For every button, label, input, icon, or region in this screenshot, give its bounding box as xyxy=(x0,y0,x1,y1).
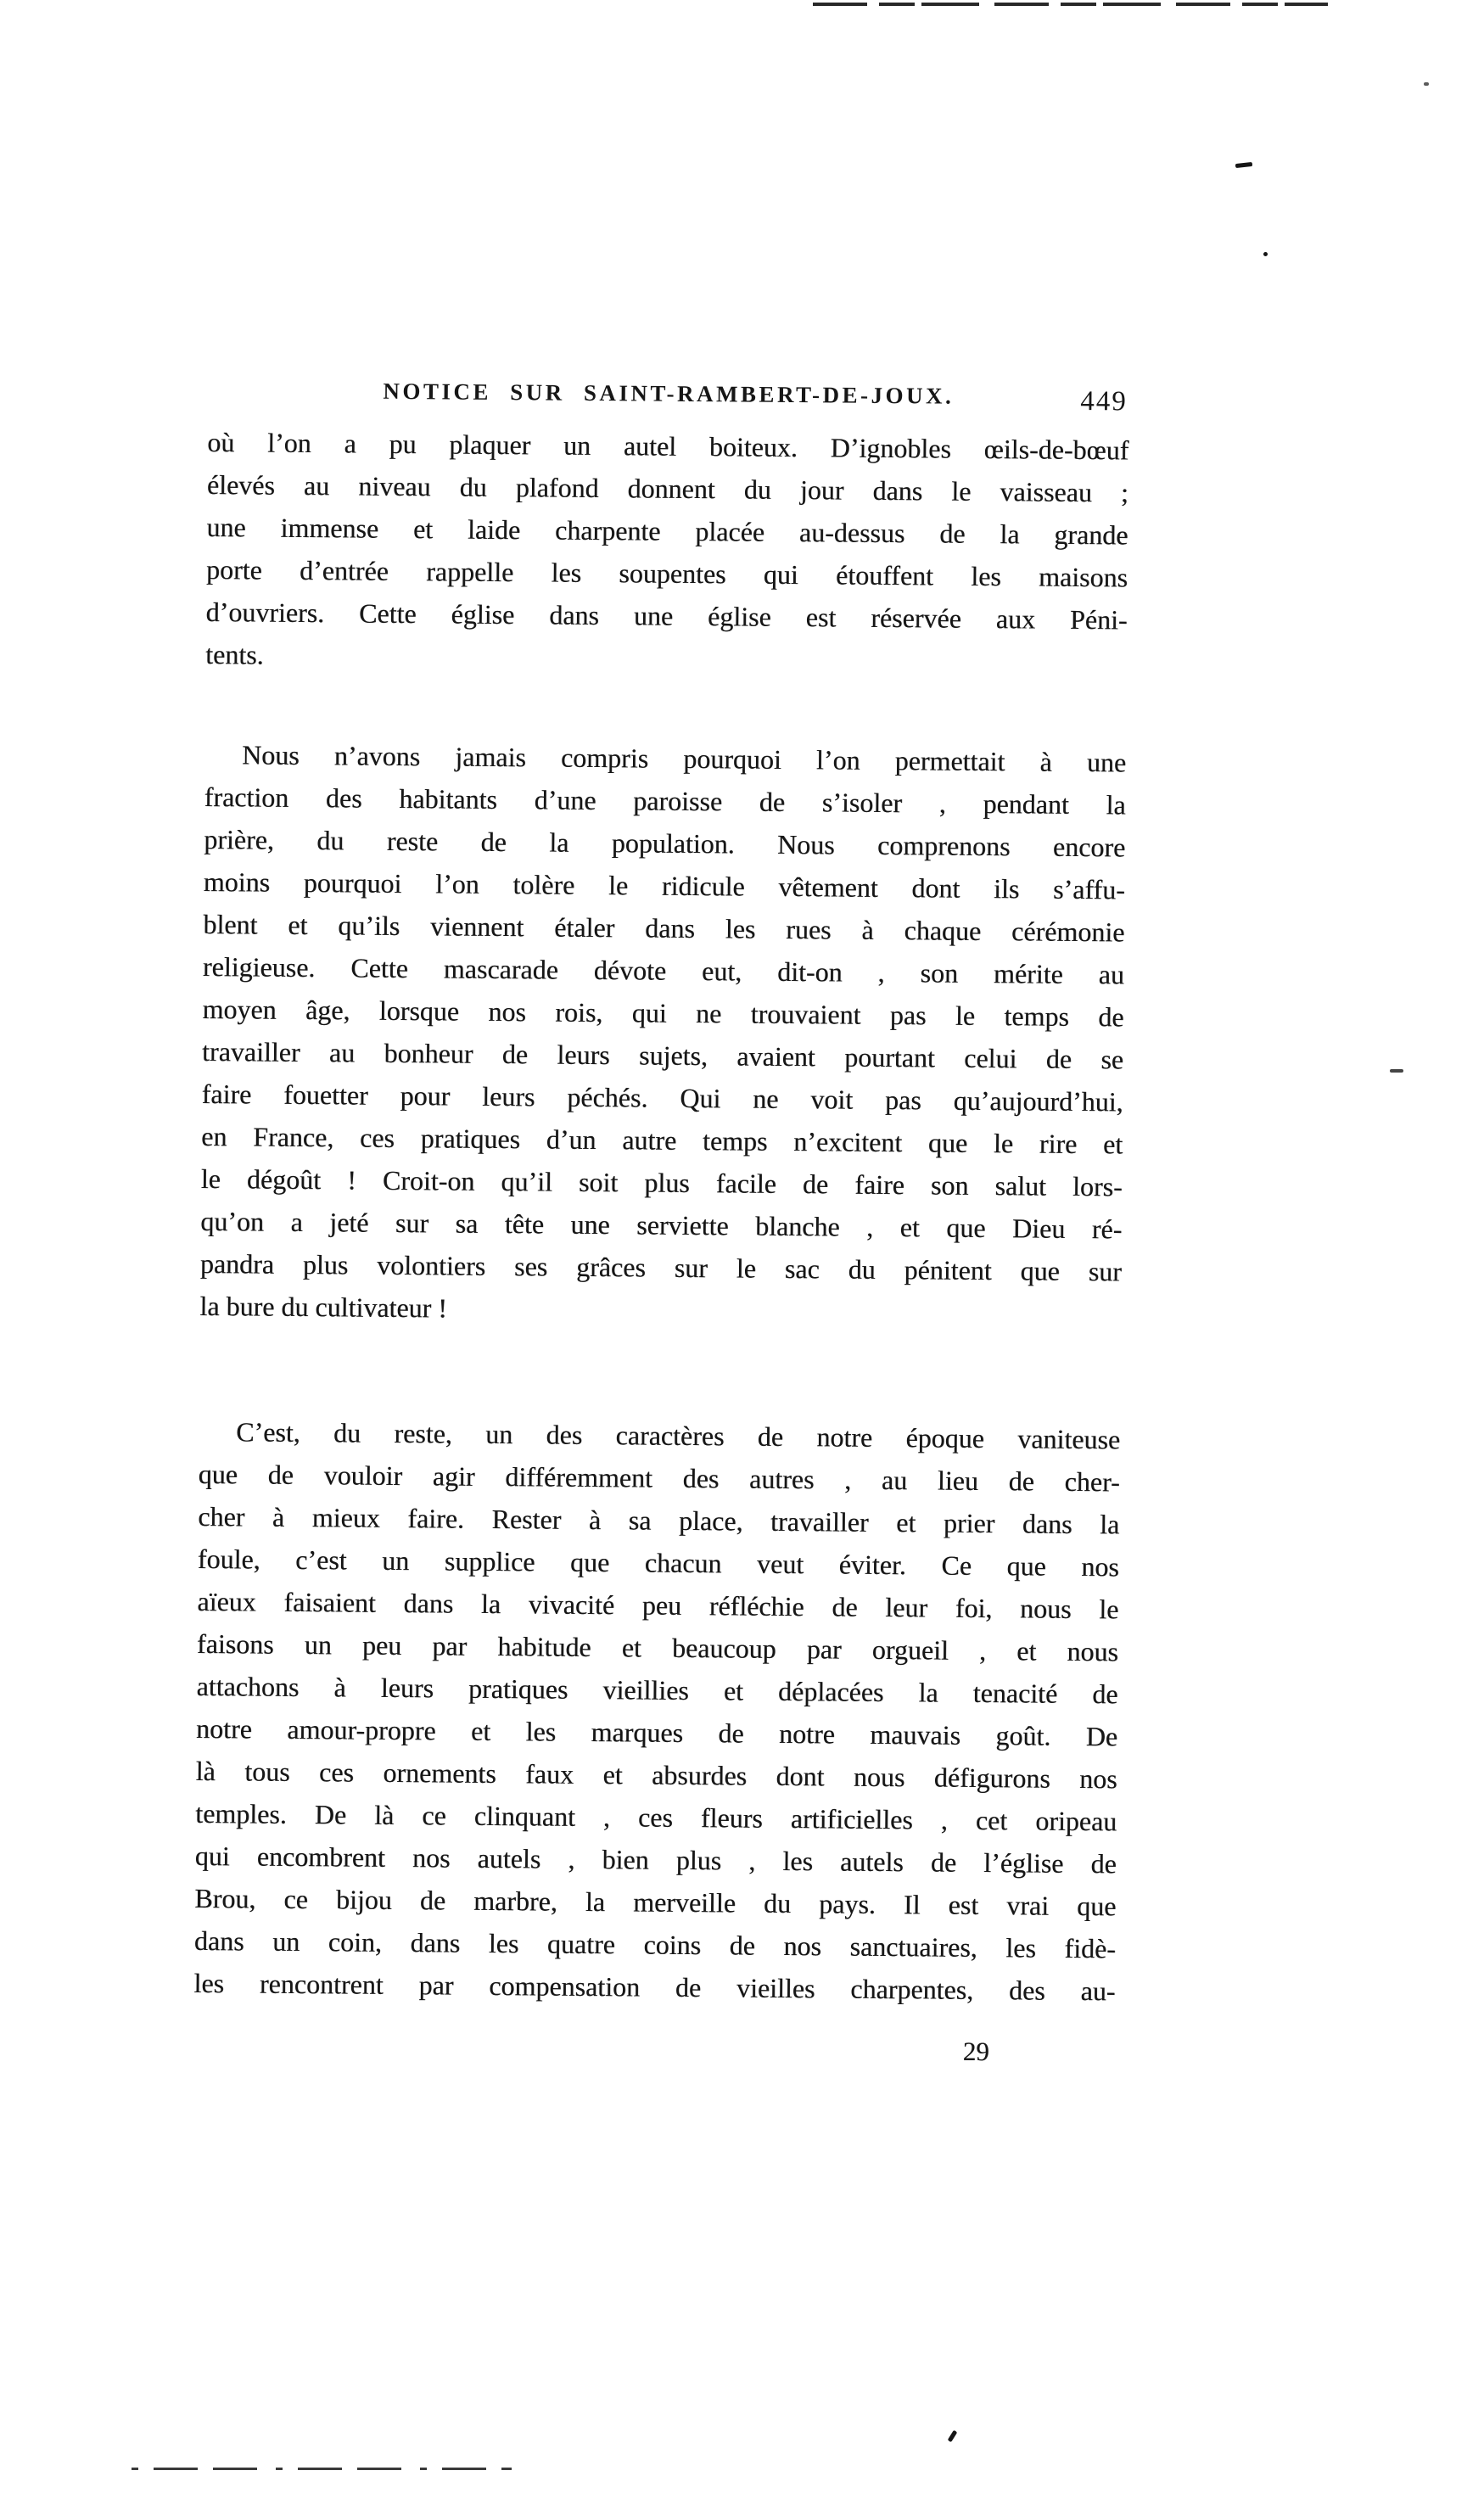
text-line: le dégoût ! Croit-on qu’il soit plus facile de faire son salut lors- xyxy=(200,1162,1123,1202)
text-line: prière, du reste de la population. Nous comprenons encore xyxy=(204,823,1126,863)
text-line: notre amour-propre et les marques de notre mauvais goût. De xyxy=(195,1712,1118,1752)
text-line: là tous ces ornements faux et absurdes dont nous défigurons nos xyxy=(195,1755,1117,1795)
text-line: en France, ces pratiques d’un autre temps n’excitent que le rire et xyxy=(201,1120,1123,1160)
text-line: attachons à leurs pratiques vieillies et déplacées la tenacité de xyxy=(196,1670,1118,1710)
text-line: d’ouvriers. Cette église dans une église est réservée aux Péni- xyxy=(205,596,1128,636)
text-line: travailler au bonheur de leurs sujets, avaient pourtant celui de se xyxy=(201,1035,1124,1075)
running-header xyxy=(208,377,1129,422)
paragraph xyxy=(205,421,1129,683)
text-line: dans un coin, dans les quatre coins de nos sanctuaires, les fidè- xyxy=(193,1924,1117,1964)
text-line: moyen âge, lorsque nos rois, qui ne trouvaient pas le temps de xyxy=(202,993,1124,1033)
text-line: faire fouetter pour leurs péchés. Qui ne voit pas qu’aujourd’hui, xyxy=(201,1078,1123,1118)
text-line: aïeux faisaient dans la vivacité peu réfléchie de leur foi, nous le xyxy=(197,1585,1119,1625)
text-line: une immense et laide charpente placée au-dessus de la grande xyxy=(206,511,1128,551)
running-title: NOTICE SUR SAINT-RAMBERT-DE-JOUX. xyxy=(383,378,955,409)
text-line: blent et qu’ils viennent étaler dans les rues à chaque cérémonie xyxy=(203,908,1125,948)
text-line: où l’on a pu plaquer un autel boiteux. D’ignobles œils-de-bœuf xyxy=(207,426,1129,466)
text-line: la bure du cultivateur ! xyxy=(199,1290,448,1324)
text-body xyxy=(193,421,1128,2012)
text-line: moins pourquoi l’on tolère le ridicule vêtement dont ils s’affu- xyxy=(203,866,1125,905)
text-line: foule, c’est un supplice que chacun veut éviter. Ce que nos xyxy=(197,1543,1120,1583)
text-line: tents. xyxy=(205,638,264,670)
text-line: porte d’entrée rappelle les soupentes qui étouffent les maisons xyxy=(205,553,1128,593)
page-number: 449 xyxy=(1080,385,1128,417)
text-line: que de vouloir agir différemment des autres , au lieu de cher- xyxy=(198,1458,1120,1498)
text-line: C’est, du reste, un des caractères de notre époque vaniteuse xyxy=(236,1416,1121,1455)
text-line: qu’on a jeté sur sa tête une serviette blanche , et que Dieu ré- xyxy=(200,1205,1123,1245)
text-line: Nous n’avons jamais compris pourquoi l’on permettait à une xyxy=(242,739,1127,778)
text-line: Brou, ce bijou de marbre, la merveille du pays. Il est vrai que xyxy=(194,1882,1117,1922)
text-line: qui encombrent nos autels , bien plus , les autels de l’église de xyxy=(194,1840,1117,1880)
text-line: cher à mieux faire. Rester à sa place, travailler et prier dans la xyxy=(198,1500,1120,1540)
text-line: temples. De là ce clinquant , ces fleurs artificielles , cet oripeau xyxy=(195,1797,1117,1837)
paragraph xyxy=(193,1410,1120,2012)
text-line: faisons un peu par habitude et beaucoup par orgueil , et nous xyxy=(196,1627,1119,1667)
text-line: fraction des habitants d’une paroisse de s’isoler , pendant la xyxy=(204,781,1126,821)
text-line: religieuse. Cette mascarade dévote eut, dit-on , son mérite au xyxy=(202,950,1125,990)
text-line: pandra plus volontiers ses grâces sur le sac du pénitent que sur xyxy=(199,1247,1123,1287)
text-line: les rencontrent par compensation de vieilles charpentes, des au- xyxy=(193,1967,1116,2007)
signature-mark: 29 xyxy=(962,2036,990,2067)
paragraph xyxy=(199,733,1126,1335)
text-line: élevés au niveau du plafond donnent du jour dans le vaisseau ; xyxy=(206,468,1129,508)
